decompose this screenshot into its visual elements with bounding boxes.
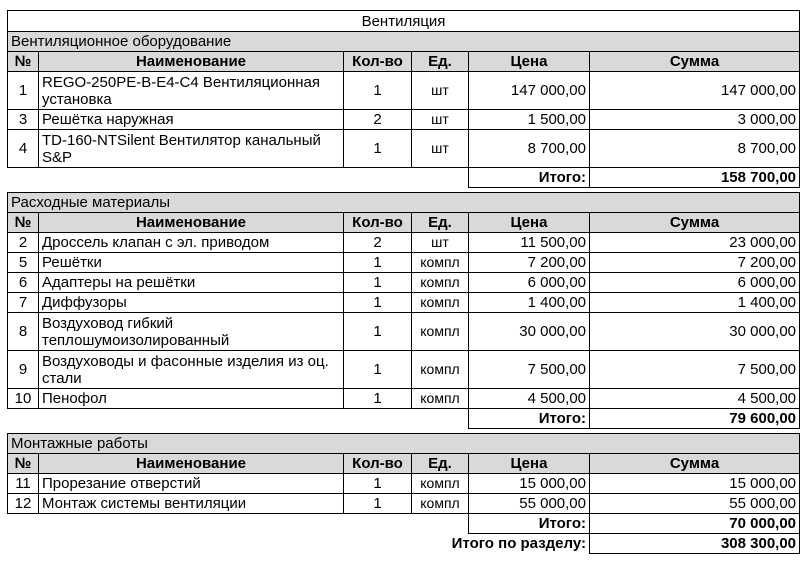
row-name: Воздуховоды и фасонные изделия из оц. стали xyxy=(39,351,344,389)
grand-total-spacer xyxy=(8,534,412,554)
column-header-qty: Кол-во xyxy=(344,52,412,72)
row-qty: 2 xyxy=(344,110,412,130)
row-sum: 8 700,00 xyxy=(590,130,800,168)
row-number: 10 xyxy=(8,389,39,409)
row-number: 12 xyxy=(8,494,39,514)
estimate-table xyxy=(7,10,800,554)
row-price: 1 400,00 xyxy=(469,293,590,313)
column-header-name: Наименование xyxy=(39,213,344,233)
row-name: Диффузоры xyxy=(39,293,344,313)
row-name: Решётка наружная xyxy=(39,110,344,130)
column-header-num: № xyxy=(8,454,39,474)
row-unit: компл xyxy=(412,494,469,514)
row-number: 6 xyxy=(8,273,39,293)
row-sum: 147 000,00 xyxy=(590,72,800,110)
row-sum: 23 000,00 xyxy=(590,233,800,253)
table-row xyxy=(8,273,800,293)
row-sum: 30 000,00 xyxy=(590,313,800,351)
row-price: 11 500,00 xyxy=(469,233,590,253)
table-row xyxy=(8,110,800,130)
table-row xyxy=(8,389,800,409)
grand-total-label: Итого по разделу: xyxy=(451,535,586,553)
title-row xyxy=(8,11,800,32)
row-unit: компл xyxy=(412,273,469,293)
row-sum: 15 000,00 xyxy=(590,474,800,494)
row-qty: 1 xyxy=(344,389,412,409)
column-header-name: Наименование xyxy=(39,454,344,474)
row-sum: 7 200,00 xyxy=(590,253,800,273)
section-title-row xyxy=(8,32,800,52)
row-price: 147 000,00 xyxy=(469,72,590,110)
column-header-sum: Сумма xyxy=(590,454,800,474)
row-number: 1 xyxy=(8,72,39,110)
row-qty: 1 xyxy=(344,273,412,293)
row-price: 7 500,00 xyxy=(469,351,590,389)
row-number: 7 xyxy=(8,293,39,313)
section-total-row xyxy=(8,168,800,188)
column-header-price: Цена xyxy=(469,454,590,474)
row-unit: компл xyxy=(412,293,469,313)
row-name: Прорезание отверстий xyxy=(39,474,344,494)
section-total-label: Итого: xyxy=(469,514,590,534)
row-name: Дроссель клапан с эл. приводом xyxy=(39,233,344,253)
row-unit: компл xyxy=(412,313,469,351)
table-row xyxy=(8,494,800,514)
table-row xyxy=(8,351,800,389)
column-header-price: Цена xyxy=(469,213,590,233)
table-row xyxy=(8,253,800,273)
table-row xyxy=(8,72,800,110)
row-qty: 1 xyxy=(344,72,412,110)
row-unit: шт xyxy=(412,72,469,110)
row-unit: компл xyxy=(412,253,469,273)
section-title: Расходные материалы xyxy=(8,193,800,213)
row-name: TD-160-NTSilent Вентилятор канальный S&P xyxy=(39,130,344,168)
row-qty: 1 xyxy=(344,130,412,168)
section-total-row xyxy=(8,409,800,429)
row-unit: шт xyxy=(412,130,469,168)
table-row xyxy=(8,130,800,168)
column-header-qty: Кол-во xyxy=(344,213,412,233)
column-header-row xyxy=(8,213,800,233)
grand-total-row xyxy=(8,534,800,554)
section-total-value: 70 000,00 xyxy=(590,514,800,534)
row-price: 15 000,00 xyxy=(469,474,590,494)
column-header-row xyxy=(8,52,800,72)
row-qty: 1 xyxy=(344,474,412,494)
row-price: 1 500,00 xyxy=(469,110,590,130)
column-header-unit: Ед. xyxy=(412,213,469,233)
section-title-row xyxy=(8,434,800,454)
section-title-row xyxy=(8,193,800,213)
section-total-row xyxy=(8,514,800,534)
column-header-qty: Кол-во xyxy=(344,454,412,474)
table-row xyxy=(8,293,800,313)
section-total-value: 158 700,00 xyxy=(590,168,800,188)
section-total-label: Итого: xyxy=(469,409,590,429)
row-number: 9 xyxy=(8,351,39,389)
total-spacer xyxy=(8,514,469,534)
row-qty: 1 xyxy=(344,351,412,389)
column-header-price: Цена xyxy=(469,52,590,72)
row-qty: 1 xyxy=(344,313,412,351)
row-name: Решётки xyxy=(39,253,344,273)
row-price: 8 700,00 xyxy=(469,130,590,168)
row-price: 7 200,00 xyxy=(469,253,590,273)
column-header-num: № xyxy=(8,52,39,72)
row-qty: 1 xyxy=(344,293,412,313)
row-qty: 1 xyxy=(344,253,412,273)
section-total-label: Итого: xyxy=(469,168,590,188)
row-sum: 4 500,00 xyxy=(590,389,800,409)
row-name: Пенофол xyxy=(39,389,344,409)
row-unit: компл xyxy=(412,474,469,494)
row-name: Воздуховод гибкий теплошумоизолированный xyxy=(39,313,344,351)
row-unit: шт xyxy=(412,110,469,130)
table-title: Вентиляция xyxy=(8,11,800,32)
row-name: Адаптеры на решётки xyxy=(39,273,344,293)
table-row xyxy=(8,474,800,494)
row-sum: 55 000,00 xyxy=(590,494,800,514)
row-price: 30 000,00 xyxy=(469,313,590,351)
column-header-num: № xyxy=(8,213,39,233)
table-row xyxy=(8,313,800,351)
section-title: Вентиляционное оборудование xyxy=(8,32,800,52)
column-header-sum: Сумма xyxy=(590,213,800,233)
row-number: 5 xyxy=(8,253,39,273)
row-sum: 6 000,00 xyxy=(590,273,800,293)
column-header-unit: Ед. xyxy=(412,52,469,72)
row-number: 3 xyxy=(8,110,39,130)
row-qty: 2 xyxy=(344,233,412,253)
row-sum: 7 500,00 xyxy=(590,351,800,389)
row-sum: 3 000,00 xyxy=(590,110,800,130)
column-header-name: Наименование xyxy=(39,52,344,72)
row-sum: 1 400,00 xyxy=(590,293,800,313)
column-header-sum: Сумма xyxy=(590,52,800,72)
row-unit: шт xyxy=(412,233,469,253)
total-spacer xyxy=(8,409,469,429)
row-price: 4 500,00 xyxy=(469,389,590,409)
row-name: Монтаж системы вентиляции xyxy=(39,494,344,514)
row-name: REGO-250PE-B-E4-C4 Вентиляционная установка xyxy=(39,72,344,110)
row-qty: 1 xyxy=(344,494,412,514)
row-price: 55 000,00 xyxy=(469,494,590,514)
section-total-value: 79 600,00 xyxy=(590,409,800,429)
column-header-row xyxy=(8,454,800,474)
row-number: 4 xyxy=(8,130,39,168)
table-row xyxy=(8,233,800,253)
row-number: 11 xyxy=(8,474,39,494)
row-number: 2 xyxy=(8,233,39,253)
row-unit: компл xyxy=(412,351,469,389)
row-price: 6 000,00 xyxy=(469,273,590,293)
row-number: 8 xyxy=(8,313,39,351)
row-unit: компл xyxy=(412,389,469,409)
section-title: Монтажные работы xyxy=(8,434,800,454)
column-header-unit: Ед. xyxy=(412,454,469,474)
grand-total-value: 308 300,00 xyxy=(590,534,800,554)
total-spacer xyxy=(8,168,469,188)
